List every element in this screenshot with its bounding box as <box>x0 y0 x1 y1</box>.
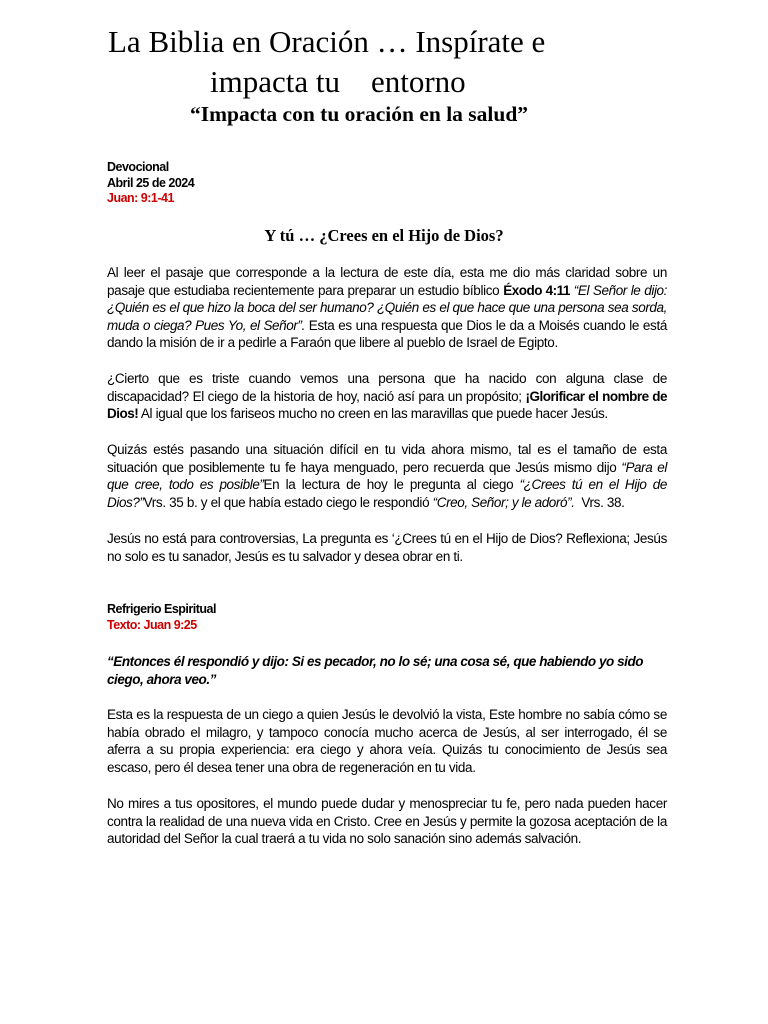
p3-quote-1: “Para el que cree, todo es posible” <box>107 459 667 492</box>
paragraph-6: No mires a tus opositores, el mundo puede dudar y menospreciar tu fe, pero nada pueden hacer contra la realidad de una nueva vida en Cristo. Cree en Jesús y permite la gozosa aceptación de la autoridad del Señor la cual traerá a tu vida no solo sanación sino además salvación. <box>107 796 667 846</box>
refrigerio-text-ref: Texto: Juan 9:25 <box>107 617 197 632</box>
p3-text-a: Quizás estés pasando una situación difícil en tu vida ahora mismo, tal es el tamaño de esta situación que posiblemente tu fe haya menguado, pero recuerda que Jesús mismo dijo <box>107 442 667 475</box>
main-title-line1: La Biblia en Oración … Inspírate e <box>108 24 546 59</box>
paragraph-4: Jesús no está para controversias, La pregunta es ‘¿Crees tú en el Hijo de Dios? Reflexiona; Jesús no solo es tu sanador, Jesús es tu salvador y desea obrar en ti. <box>107 531 667 564</box>
devotional-meta <box>107 160 194 207</box>
devotional-date: Abril 25 de 2024 <box>107 175 195 190</box>
p1-bible-ref: Éxodo 4:11 <box>503 282 570 298</box>
p3-quote-3: “Creo, Señor; y le adoró”. <box>432 494 575 510</box>
p3-text-d: Vrs. 38. <box>574 494 625 510</box>
section-heading: Y tú … ¿Crees en el Hijo de Dios? <box>264 226 504 245</box>
p3-text-c: Vrs. 35 b. y el que había estado ciego le respondió <box>143 494 433 510</box>
subtitle: “Impacta con tu oración en la salud” <box>190 102 529 126</box>
refrigerio-block <box>107 602 216 633</box>
paragraph-5: Esta es la respuesta de un ciego a quien Jesús le devolvió la vista, Este hombre no sabía cómo se había obrado el milagro, y tampoco conocía mucho acerca de Jesús, al ser interrogado, él se aferra a su propia experiencia: era ciego y ahora veía. Quizás tu conocimiento de Jesús sea escaso, pero él desea tener una obra de regeneración en tu vida. <box>107 707 667 775</box>
p2-text-a: ¿Cierto que es triste cuando vemos una persona que ha nacido con alguna clase de discapacidad? El ciego de la historia de hoy, nació así para un propósito; <box>107 371 667 404</box>
paragraph-2 <box>107 370 667 423</box>
p3-quote-2: “¿Crees tú en el Hijo de Dios?” <box>107 477 667 510</box>
paragraph-1 <box>107 264 667 352</box>
p2-emphasis: ¡Glorificar el nombre de Dios! <box>107 388 667 421</box>
p1-text-b: Esta es una respuesta que Dios le da a Moisés cuando le está dando la misión de ir a pedirle a Faraón que libere al pueblo de Israel de Egipto. <box>107 317 668 350</box>
p1-quote: “El Señor le dijo: ¿Quién es el que hizo la boca del ser humano? ¿Quién es el que hace que una persona sea sorda, muda o ciega? Pues Yo, el Señor”. <box>107 282 668 333</box>
paragraph-3 <box>107 441 667 511</box>
refrigerio-title: Refrigerio Espiritual <box>107 602 216 616</box>
main-title-line2: impacta tu entorno <box>210 64 466 99</box>
scripture-quote: “Entonces él respondió y dijo: Si es pecador, no lo sé; una cosa sé, que habiendo yo sido ciego, ahora veo.” <box>107 654 644 687</box>
p2-text-b: Al igual que los fariseos mucho no creen en las maravillas que puede hacer Jesús. <box>138 406 608 421</box>
devotional-type: Devocional <box>107 160 169 174</box>
main-title <box>108 22 668 102</box>
reading-reference: Juan: 9:1-41 <box>107 191 174 205</box>
p1-text-a: Al leer el pasaje que corresponde a la lectura de este día, esta me dio más claridad sobre un pasaje que estudiaba recientemente para preparar un estudio bíblico <box>107 265 667 298</box>
p3-text-b: En la lectura de hoy le pregunta al ciego <box>263 477 520 492</box>
